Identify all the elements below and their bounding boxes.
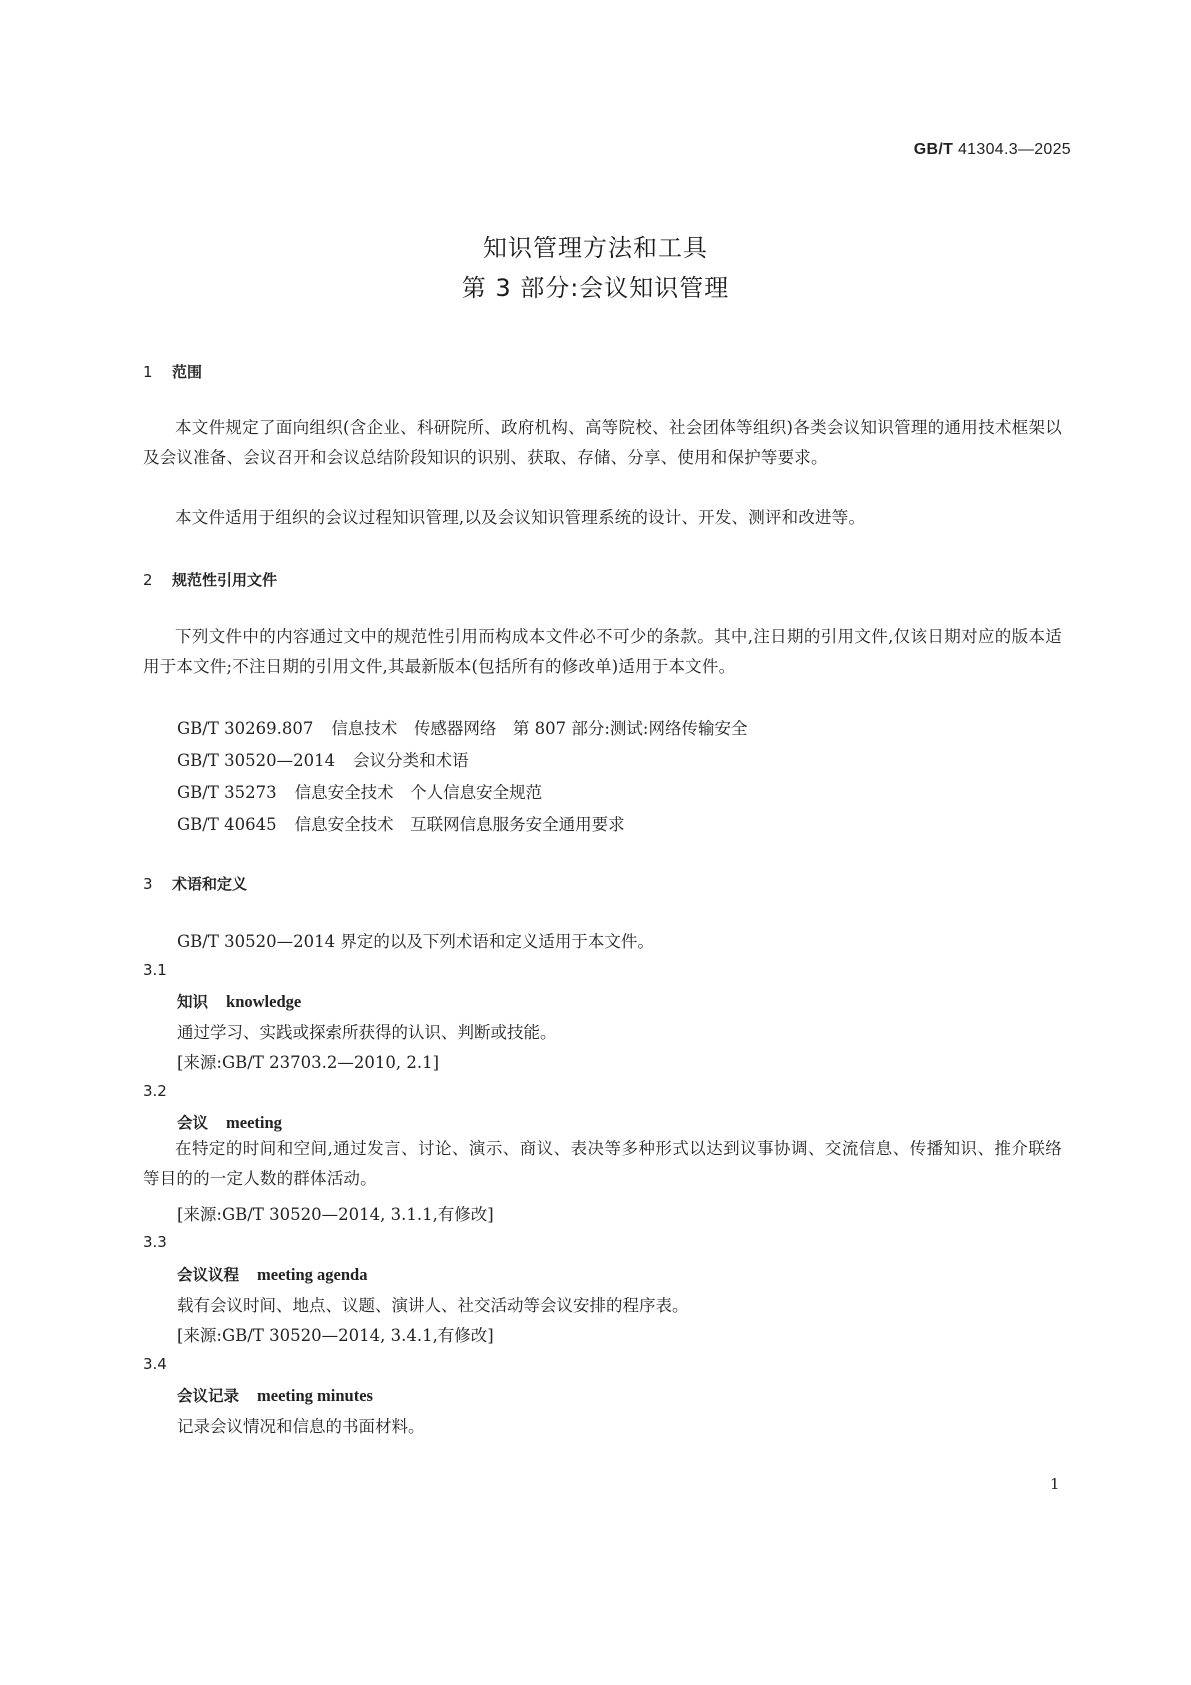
term-heading (177, 990, 301, 1012)
paragraph-references-intro (143, 622, 1062, 682)
section-title: 范围 (172, 363, 203, 381)
reference-title: 信息技术 传感器网络 第 807 部分:测试:网络传输安全 (331, 719, 748, 738)
paragraph-scope-1 (143, 413, 1062, 473)
term-source: [来源:GB/T 30520—2014, 3.4.1,有修改] (177, 1326, 494, 1345)
term-en: knowledge (226, 992, 302, 1011)
term-en: meeting (226, 1113, 282, 1132)
standard-code (914, 141, 1071, 159)
paragraph-line: 在特定的时间和空间,通过发言、讨论、演示、商议、表决等多种形式以达到议事协调、交流信息、传 (175, 1139, 927, 1158)
section-title: 术语和定义 (172, 875, 248, 893)
term-zh: 知识 (177, 993, 209, 1011)
term-en: meeting minutes (257, 1386, 373, 1405)
reference-item (177, 715, 765, 739)
term-zh: 会议 (177, 1114, 209, 1132)
reference-item (177, 747, 487, 771)
paragraph-line: 下列文件中的内容通过文中的规范性引用而构成本文件必不可少的条款。其中,注日期的引用文 (175, 627, 872, 646)
paragraph-line: 本文件规定了面向组织(含企业、科研院所、政府机构、高等院校、社会团体等组织)各类会议知识管 (175, 418, 911, 437)
term-definition: 载有会议时间、地点、议题、演讲人、社交活动等会议安排的程序表。 (177, 1296, 689, 1315)
section-number: 2 (143, 571, 153, 589)
term-zh: 会议议程 (177, 1266, 240, 1284)
term-number: 3.1 (143, 961, 167, 979)
reference-code: GB/T 40645 (177, 815, 277, 834)
term-number: 3.3 (143, 1233, 167, 1251)
reference-item (177, 811, 643, 835)
paragraph-line: 件,仅该日期对应的版本适用于本文件;不注日期的引用文件,其最新版本(包括所有的修改单)适用于 (143, 627, 1062, 676)
section-number: 1 (143, 363, 153, 381)
reference-title: 信息安全技术 互联网信息服务安全通用要求 (294, 815, 625, 834)
section-heading-scope (143, 361, 202, 382)
term-definition: 记录会议情况和信息的书面材料。 (177, 1417, 425, 1436)
term-heading (177, 1111, 282, 1133)
term-zh: 会议记录 (177, 1387, 240, 1405)
standard-number: 41304.3—2025 (957, 141, 1071, 158)
paragraph-line: 本文件。 (668, 657, 736, 676)
term-heading (177, 1384, 373, 1406)
paragraph-line: 理的通用技术框架以及会议准备、会议召开和会议总结阶段知识的识别、获取、存储、分享、使用和保护 (143, 418, 1062, 467)
reference-title: 信息安全技术 个人信息安全规范 (294, 783, 543, 802)
reference-title: 会议分类和术语 (353, 751, 469, 770)
reference-code: GB/T 30520—2014 (177, 751, 336, 770)
paragraph-scope-2: 本文件适用于组织的会议过程知识管理,以及会议知识管理系统的设计、开发、测评和改进等。 (175, 508, 866, 527)
paragraph-line: 播知识、推介联络等目的的一定人数的群体活动。 (143, 1139, 1062, 1188)
reference-code: GB/T 30269.807 (177, 719, 314, 738)
paragraph-line: 等要求。 (760, 448, 828, 467)
term-source: [来源:GB/T 30520—2014, 3.1.1,有修改] (177, 1205, 494, 1224)
section-number: 3 (143, 875, 153, 893)
term-source: [来源:GB/T 23703.2—2010, 2.1] (177, 1053, 440, 1072)
page-number: 1 (1050, 1475, 1060, 1493)
terms-intro: GB/T 30520—2014 界定的以及下列术语和定义适用于本文件。 (177, 932, 654, 951)
standard-prefix: GB/T (913, 141, 954, 158)
term-heading (177, 1263, 367, 1285)
term-number: 3.2 (143, 1082, 167, 1100)
reference-code: GB/T 35273 (177, 783, 277, 802)
section-heading-normative-references (143, 569, 277, 590)
section-heading-terms (143, 873, 247, 894)
document-title-line2: 第 3 部分:会议知识管理 (461, 274, 730, 302)
term-definition: 通过学习、实践或探索所获得的认识、判断或技能。 (177, 1023, 557, 1042)
term-definition (143, 1134, 1062, 1194)
document-title-line1: 知识管理方法和工具 (483, 234, 708, 262)
reference-item (177, 779, 560, 803)
term-number: 3.4 (143, 1355, 167, 1373)
section-title: 规范性引用文件 (172, 571, 278, 589)
term-en: meeting agenda (257, 1265, 368, 1284)
